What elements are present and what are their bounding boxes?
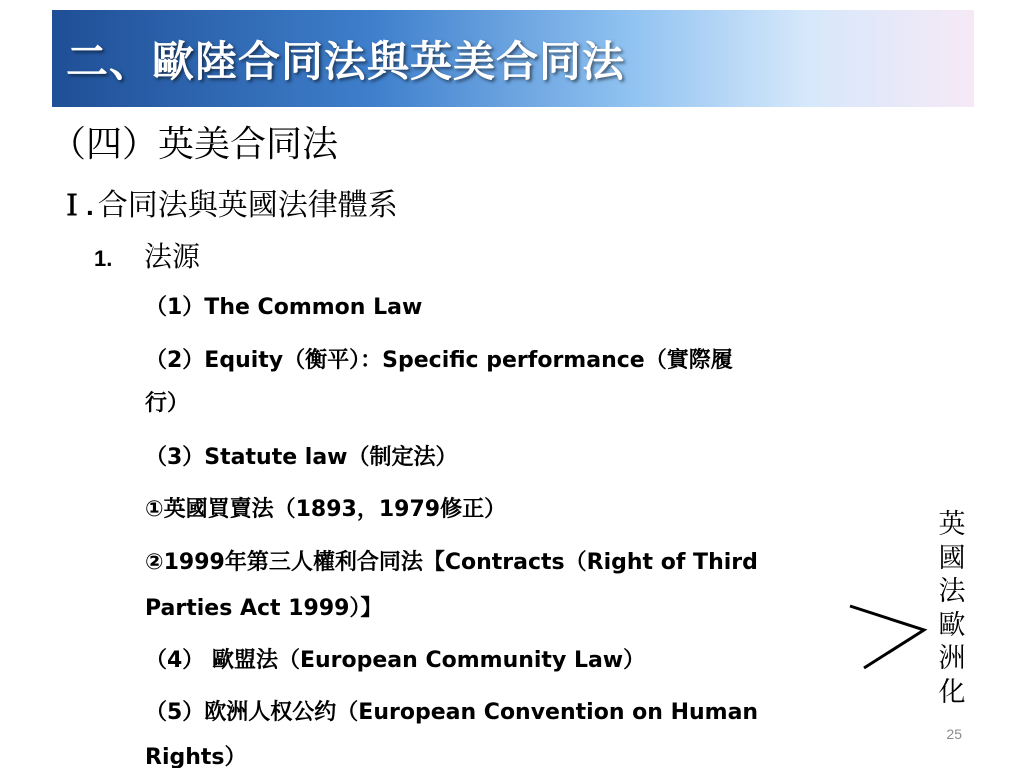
bracket-arrow-icon	[846, 600, 930, 672]
item-label: 法源	[144, 240, 201, 273]
heading-marker: Ｉ.	[58, 190, 94, 221]
numbered-item	[94, 235, 200, 275]
source-line: （4） 歐盟法（European Community Law）	[145, 648, 646, 673]
section-subtitle: （四）英美合同法	[50, 124, 339, 165]
source-line: 行）	[145, 391, 190, 416]
source-line: ①英國買賣法（1893，1979修正）	[145, 497, 507, 522]
source-line: Rights）	[145, 745, 247, 768]
side-note-char: 洲	[938, 643, 966, 674]
item-number: 1.	[94, 246, 113, 271]
source-line: （2）Equity（衡平）：Specific performance（實際履	[145, 348, 733, 373]
section-heading	[58, 180, 398, 224]
side-note	[934, 508, 970, 709]
page-number: 25	[946, 726, 962, 742]
source-line: Parties Act 1999）】	[145, 596, 383, 621]
side-note-char: 化	[938, 676, 966, 708]
source-line: ②1999年第三人權利合同法【Contracts（Right of Third	[145, 550, 758, 575]
side-note-char: 英	[938, 509, 966, 540]
title-bar	[52, 10, 974, 107]
side-note-char: 國	[938, 542, 966, 574]
source-line: （5）欧洲人权公约（European Convention on Human	[145, 700, 759, 725]
source-line: （3）Statute law（制定法）	[145, 445, 458, 470]
side-note-char: 歐	[938, 609, 966, 641]
source-line: （1）The Common Law	[145, 295, 423, 320]
slide-title: 二、歐陸合同法與英美合同法	[66, 36, 626, 86]
heading-text: 合同法與英國法律體系	[97, 188, 398, 223]
side-note-char: 法	[938, 576, 966, 607]
